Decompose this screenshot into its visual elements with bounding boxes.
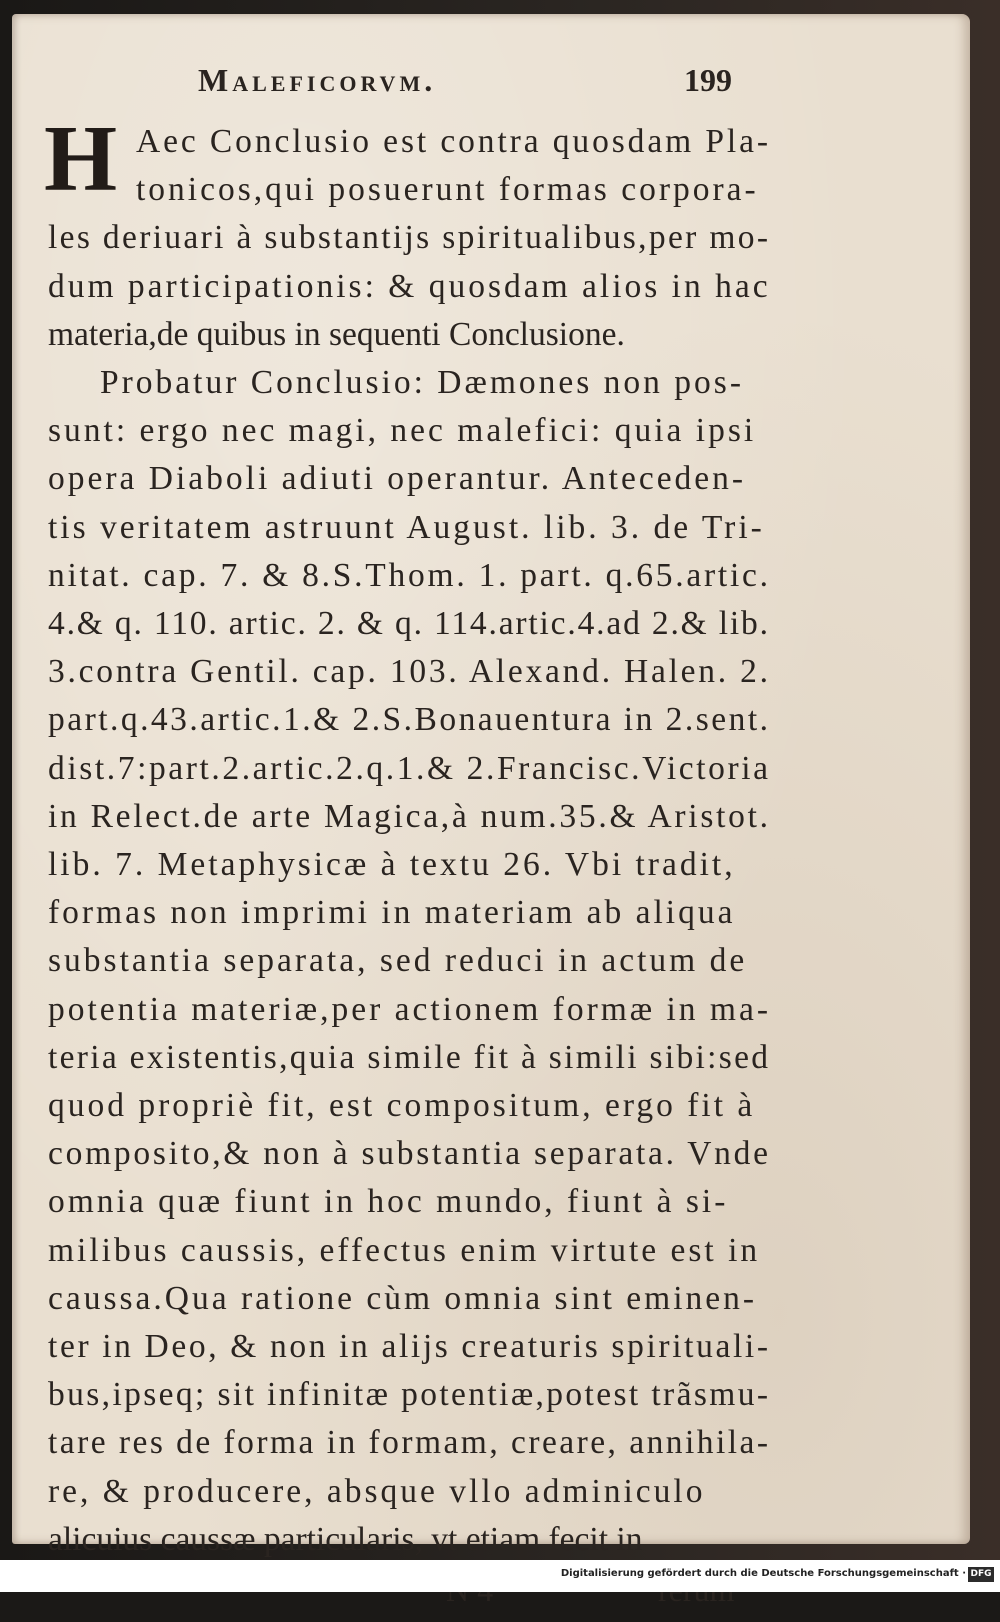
text-line: tis veritatem astruunt August. lib. 3. de Tri- [48,508,765,546]
text-line: composito,& non à substantia separata. Vnde [48,1135,771,1173]
text-line: lib. 7. Metaphysicæ à textu 26. Vbi tradit, [48,846,736,884]
running-head [48,62,768,118]
text-block [44,62,771,1622]
page-number: 199 [684,62,732,98]
text-line: alicuius caussæ particularis, vt etiam fecit in [48,1520,643,1558]
paragraph-2 [48,359,771,1564]
paragraph-1 [44,107,771,359]
text-line: Aec Conclusio est contra quosdam Pla- [136,123,771,160]
text-line: tonicos,qui posuerunt formas corpora- [136,171,759,209]
text-line: 4.& q. 110. artic. 2. & q. 114.artic.4.ad 2.& lib. [48,605,770,643]
text-line: bus,ipseq; sit infinitæ potentiæ,potest trãsmu- [48,1376,771,1414]
text-line: opera Diaboli adiuti operantur. Anteceden- [48,460,747,498]
text-line: les deriuari à substantijs spiritualibus,per mo- [48,219,771,257]
funding-credit: Digitalisierung gefördert durch die Deutsche Forschungsgemeinschaft · [560,1568,966,1579]
drop-cap: H [44,107,118,211]
text-line: sunt: ergo nec magi, nec malefici: quia ipsi [48,412,757,450]
dfg-logo: DFG [968,1567,994,1582]
text-line: 3.contra Gentil. cap. 103. Alexand. Halen. 2. [48,653,771,691]
text-line: dist.7:part.2.artic.2.q.1.& 2.Francisc.Victoria [48,749,771,787]
text-line: quod propriè fit, est compositum, ergo fit à [48,1087,756,1125]
text-line: materia,de quibus in sequenti Conclusione. [48,315,625,353]
text-line: teria existentis,quia simile fit à simili sibi:sed [48,1038,771,1076]
text-line: caussa.Qua ratione cùm omnia sint eminen- [48,1279,758,1317]
text-line: tare res de forma in formam, creare, annihila- [48,1424,771,1462]
text-line: in Relect.de arte Magica,à num.35.& Aristot. [48,797,771,835]
text-line: potentia materiæ,per actionem formæ in ma- [48,990,771,1028]
text-line: Probatur Conclusio: Dæmones non pos- [100,364,744,402]
running-title: Maleficorvm. [198,62,437,98]
book-page [12,14,970,1558]
text-line: milibus caussis, effectus enim virtute est in [48,1231,761,1269]
text-line: omnia quæ fiunt in hoc mundo, fiunt à si- [48,1183,729,1221]
credit-bar [0,1560,1000,1592]
text-line: formas non imprimi in materiam ab aliqua [48,894,736,932]
text-line: re, & producere, absque vllo adminiculo [48,1472,706,1510]
text-line: substantia separata, sed reduci in actum de [48,942,748,980]
text-line: dum participationis: & quosdam alios in hac [48,267,771,305]
text-line: part.q.43.artic.1.& 2.S.Bonauentura in 2.sent. [48,701,771,739]
text-line: ter in Deo, & non in alijs creaturis spirituali- [48,1328,771,1366]
text-line: nitat. cap. 7. & 8.S.Thom. 1. part. q.65.artic. [48,556,771,594]
